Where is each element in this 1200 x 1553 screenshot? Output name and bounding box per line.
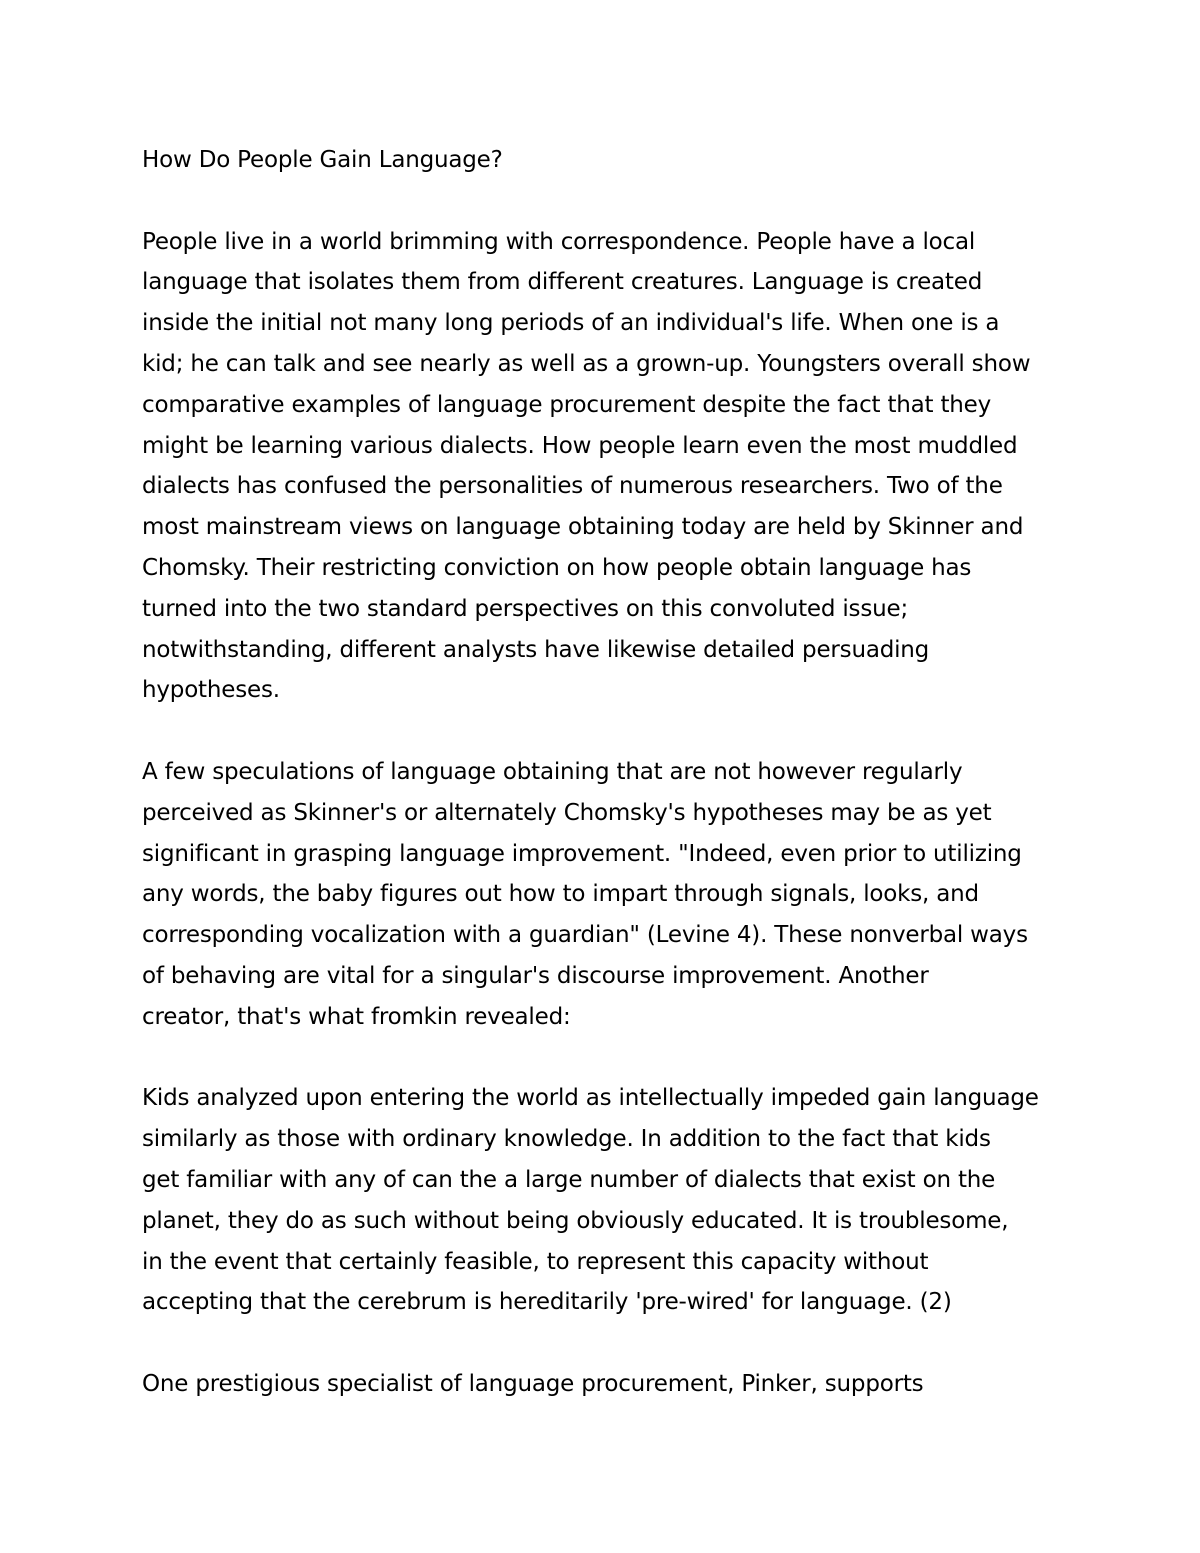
text-line: inside the initial not many long periods of an individual's life. When one is a: [142, 310, 1000, 337]
text-line: hypotheses.: [142, 677, 280, 704]
paragraph-4: [142, 1364, 1072, 1405]
text-line: Chomsky. Their restricting conviction on how people obtain language has: [142, 554, 972, 581]
paragraph-spacer: [142, 1038, 1072, 1079]
document-body: [142, 140, 1072, 1405]
text-line: Kids analyzed upon entering the world as intellectually impeded gain language: [142, 1085, 1039, 1112]
text-line: turned into the two standard perspectives on this convoluted issue;: [142, 595, 908, 622]
document-title: How Do People Gain Language?: [142, 147, 503, 173]
text-line: in the event that certainly feasible, to represent this capacity without: [142, 1248, 929, 1275]
text-line: significant in grasping language improvement. "Indeed, even prior to utilizing: [142, 840, 1022, 867]
text-line: get familiar with any of can the a large number of dialects that exist on the: [142, 1166, 996, 1193]
text-line: might be learning various dialects. How people learn even the most muddled: [142, 432, 1018, 459]
text-line: language that isolates them from different creatures. Language is created: [142, 269, 983, 296]
text-line: accepting that the cerebrum is hereditarily 'pre-wired' for language. (2): [142, 1289, 952, 1316]
paragraph-3: [142, 1078, 1072, 1323]
paragraph-1: [142, 222, 1072, 712]
text-line: People live in a world brimming with correspondence. People have a local: [142, 228, 976, 255]
text-line: perceived as Skinner's or alternately Chomsky's hypotheses may be as yet: [142, 799, 992, 826]
text-line: most mainstream views on language obtaining today are held by Skinner and: [142, 514, 1024, 541]
text-line: any words, the baby figures out how to impart through signals, looks, and: [142, 881, 979, 908]
text-line: creator, that's what fromkin revealed:: [142, 1003, 571, 1030]
text-line: notwithstanding, different analysts have likewise detailed persuading: [142, 636, 930, 663]
text-line: dialects has confused the personalities of numerous researchers. Two of the: [142, 473, 1003, 500]
text-line: similarly as those with ordinary knowledge. In addition to the fact that kids: [142, 1126, 991, 1153]
text-line: One prestigious specialist of language procurement, Pinker, supports: [142, 1370, 924, 1397]
paragraph-spacer: [142, 181, 1072, 222]
text-line: kid; he can talk and see nearly as well as a grown-up. Youngsters overall show: [142, 350, 1031, 377]
text-line: planet, they do as such without being obviously educated. It is troublesome,: [142, 1207, 1009, 1234]
paragraph-2: [142, 752, 1072, 1038]
paragraph-spacer: [142, 711, 1072, 752]
text-line: of behaving are vital for a singular's discourse improvement. Another: [142, 962, 929, 989]
text-line: corresponding vocalization with a guardian" (Levine 4). These nonverbal ways: [142, 922, 1028, 949]
text-line: A few speculations of language obtaining that are not however regularly: [142, 758, 963, 785]
text-line: comparative examples of language procurement despite the fact that they: [142, 391, 992, 418]
paragraph-spacer: [142, 1323, 1072, 1364]
